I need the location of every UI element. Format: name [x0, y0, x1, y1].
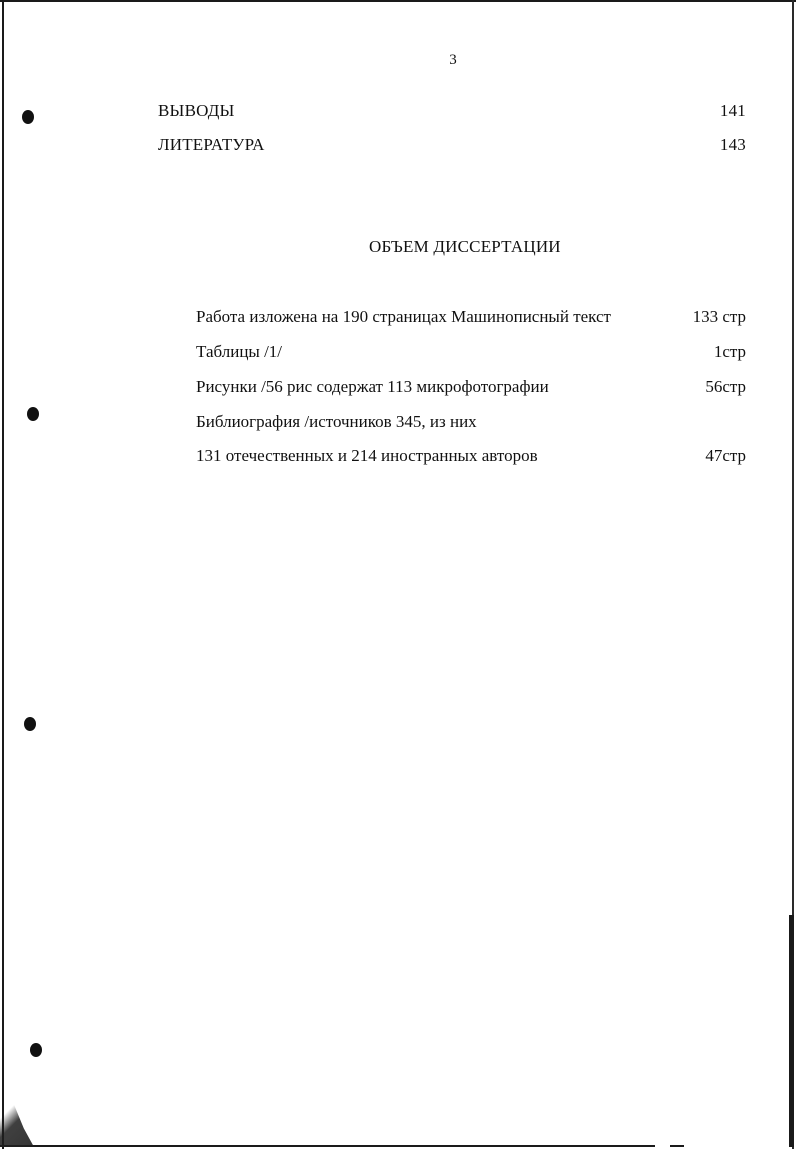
volume-row-value: 56стр — [705, 377, 746, 396]
binder-hole — [24, 717, 36, 731]
scan-border-left — [2, 0, 4, 1149]
toc-entry — [158, 101, 746, 121]
toc-entry-page: 143 — [719, 135, 746, 154]
scan-border-bottom — [0, 1145, 655, 1147]
scan-border-right-shadow — [789, 915, 794, 1147]
volume-row-value: 1стр — [713, 342, 746, 361]
volume-row — [196, 377, 746, 397]
volume-row-value: 47стр — [705, 446, 746, 465]
volume-row — [196, 307, 746, 327]
binder-hole — [22, 110, 34, 124]
binder-hole — [27, 407, 39, 421]
toc-entry-label: ЛИТЕРАТУРА — [158, 135, 265, 154]
volume-row-value: 133 стр — [692, 307, 746, 326]
binder-hole — [30, 1043, 42, 1057]
volume-row — [196, 446, 746, 466]
toc-entry-label: ВЫВОДЫ — [158, 101, 235, 120]
section-title: ОБЪЕМ ДИССЕРТАЦИИ — [369, 237, 561, 256]
volume-row — [196, 412, 746, 432]
volume-row-label: Библиография /источников 345, из них — [196, 412, 477, 431]
page-number: 3 — [449, 52, 457, 68]
scan-border-bottom-fragment — [670, 1145, 684, 1147]
volume-row-label: 131 отечественных и 214 иностранных авторов — [196, 446, 538, 465]
toc-entry — [158, 135, 746, 155]
toc-entry-page: 141 — [719, 101, 746, 120]
scan-corner-smudge — [0, 1085, 34, 1147]
volume-row-label: Таблицы /1/ — [196, 342, 283, 361]
volume-row-label: Рисунки /56 рис содержат 113 микрофотографии — [196, 377, 549, 396]
scan-border-top — [0, 0, 796, 2]
volume-row — [196, 342, 746, 362]
volume-row-label: Работа изложена на 190 страницах Машинописный текст — [196, 307, 611, 326]
